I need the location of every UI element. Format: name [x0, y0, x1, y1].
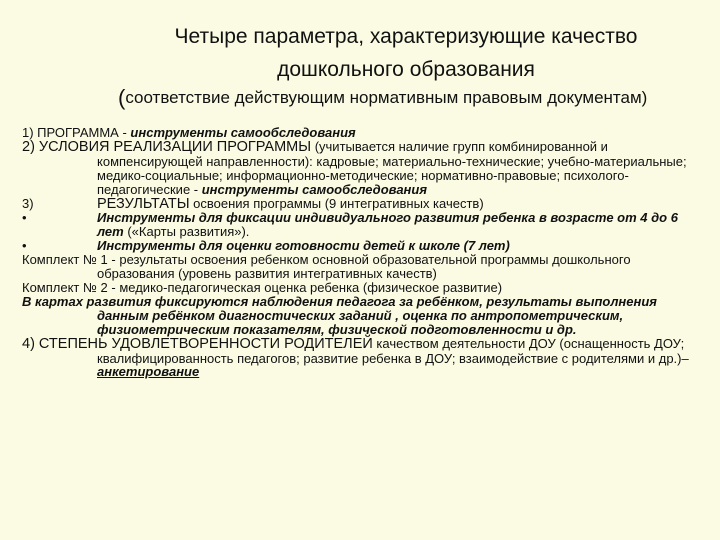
- parameter-4: [22, 337, 702, 380]
- bullet-2-bold-text: Инструменты для оценки готовности детей к школе (7 лет): [97, 238, 510, 254]
- bullet-individual-development: [22, 211, 702, 239]
- slide-subtitle: [118, 87, 647, 109]
- parameter-1-separator: -: [118, 125, 131, 140]
- kit-2: Комплект № 2 - медико-педагогическая оценка ребенка (физическое развитие): [22, 279, 503, 295]
- bullet-1-mark: •: [22, 210, 27, 226]
- bullet-1-text: («Карты развития»).: [123, 224, 250, 240]
- parameter-3: [22, 197, 702, 212]
- parameter-2-text: (учитывается наличие групп комбинированной и компенсирующей направленности): кадровые; материально-технические; учебно-материальные; медико-социальные; информационно-методические; нормативно-правовые; психолого-педагогические -: [97, 138, 687, 197]
- parameter-2: [22, 140, 702, 197]
- parameter-1: [22, 126, 702, 140]
- parameter-2-tool: инструменты самообследования: [201, 181, 427, 197]
- parameter-1-label: 1) ПРОГРАММА: [22, 125, 119, 140]
- subtitle-text: соответствие действующим нормативным правовым документам): [125, 88, 648, 107]
- bullet-1-bold-text: Инструменты для фиксации индивидуального развития ребенка в возрасте от 4 до 6 лет: [97, 210, 678, 240]
- parameter-4-label: 4) СТЕПЕНЬ УДОВЛЕТВОРЕННОСТИ РОДИТЕЛЕЙ: [22, 335, 373, 352]
- parameter-3-label: РЕЗУЛЬТАТЫ: [97, 195, 190, 212]
- parameter-2-label: 2) УСЛОВИЯ РЕАЛИЗАЦИИ ПРОГРАММЫ: [22, 138, 312, 155]
- parameter-3-number: 3): [22, 195, 34, 211]
- parameter-4-tool: анкетирование: [97, 364, 200, 380]
- slide-body: [22, 126, 702, 379]
- parameter-4-text: качеством деятельности ДОУ (оснащенность ДОУ; квалифицированность педагогов; развитие ребенка в ДОУ; взаимодействие с родителями и др.)–: [97, 335, 689, 366]
- development-cards-note: В картах развития фиксируются наблюдения педагога за ребёнком, результаты выполнения данным ребёнком диагностических заданий , оценка по антропометрическим, физиометрическим показателям, физической подготовленности и др.: [22, 293, 657, 337]
- subtitle-open-paren: (: [118, 85, 126, 110]
- kit-1: Комплект № 1 - результаты освоения ребенком основной образовательной программы дошкольного образования (уровень развития интегративных качеств): [22, 252, 631, 282]
- parameter-3-text: освоения программы (9 интегративных качеств): [189, 195, 484, 211]
- parameter-1-tool: инструменты самообследования: [130, 125, 356, 140]
- slide-title-line-1: Четыре параметра, характеризующие качество: [174, 25, 638, 48]
- bullet-2-mark: •: [22, 238, 27, 254]
- bullet-school-readiness: [22, 239, 702, 253]
- slide-title-line-2: дошкольного образования: [277, 58, 535, 81]
